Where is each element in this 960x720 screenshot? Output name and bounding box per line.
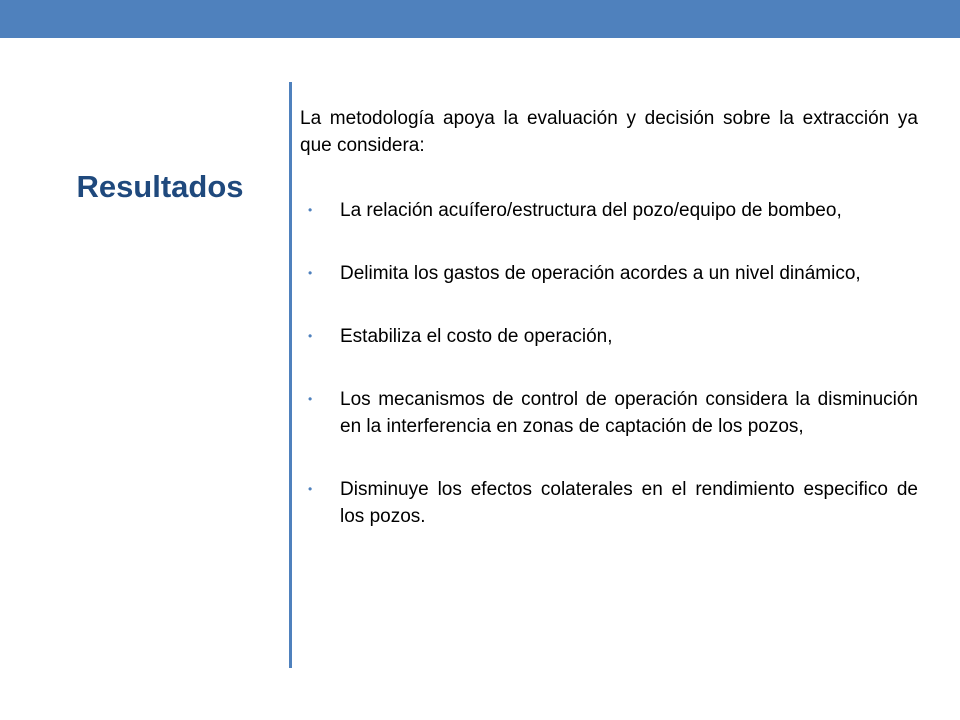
intro-text: La metodología apoya la evaluación y decisión sobre la extracción ya que considera: — [300, 108, 918, 156]
bullet-text: Estabiliza el costo de operación, — [340, 326, 613, 347]
bullet-text: La relación acuífero/estructura del pozo/equipo de bombeo, — [340, 200, 842, 221]
bullet-dot-icon: • — [308, 392, 313, 406]
top-accent-bar — [0, 0, 960, 38]
bullet-dot-icon: • — [308, 266, 313, 280]
bullet-item-2 — [300, 260, 918, 287]
bullet-text: Delimita los gastos de operación acordes a un nivel dinámico, — [340, 263, 861, 284]
slide-content — [300, 105, 918, 530]
bullet-text: Disminuye los efectos colaterales en el rendimiento especifico de los pozos. — [340, 479, 918, 527]
bullet-text: Los mecanismos de control de operación considera la disminución en la interferencia en zonas de captación de los pozos, — [340, 389, 918, 437]
bullet-item-5 — [300, 476, 918, 530]
bullet-item-3 — [300, 323, 918, 350]
bullet-dot-icon: • — [308, 482, 313, 496]
bullet-list — [300, 197, 918, 530]
bullet-dot-icon: • — [308, 203, 313, 217]
vertical-divider — [289, 82, 292, 668]
bullet-dot-icon: • — [308, 329, 313, 343]
slide-title: Resultados — [76, 169, 244, 204]
bullet-item-1 — [300, 197, 918, 224]
bullet-item-4 — [300, 386, 918, 440]
